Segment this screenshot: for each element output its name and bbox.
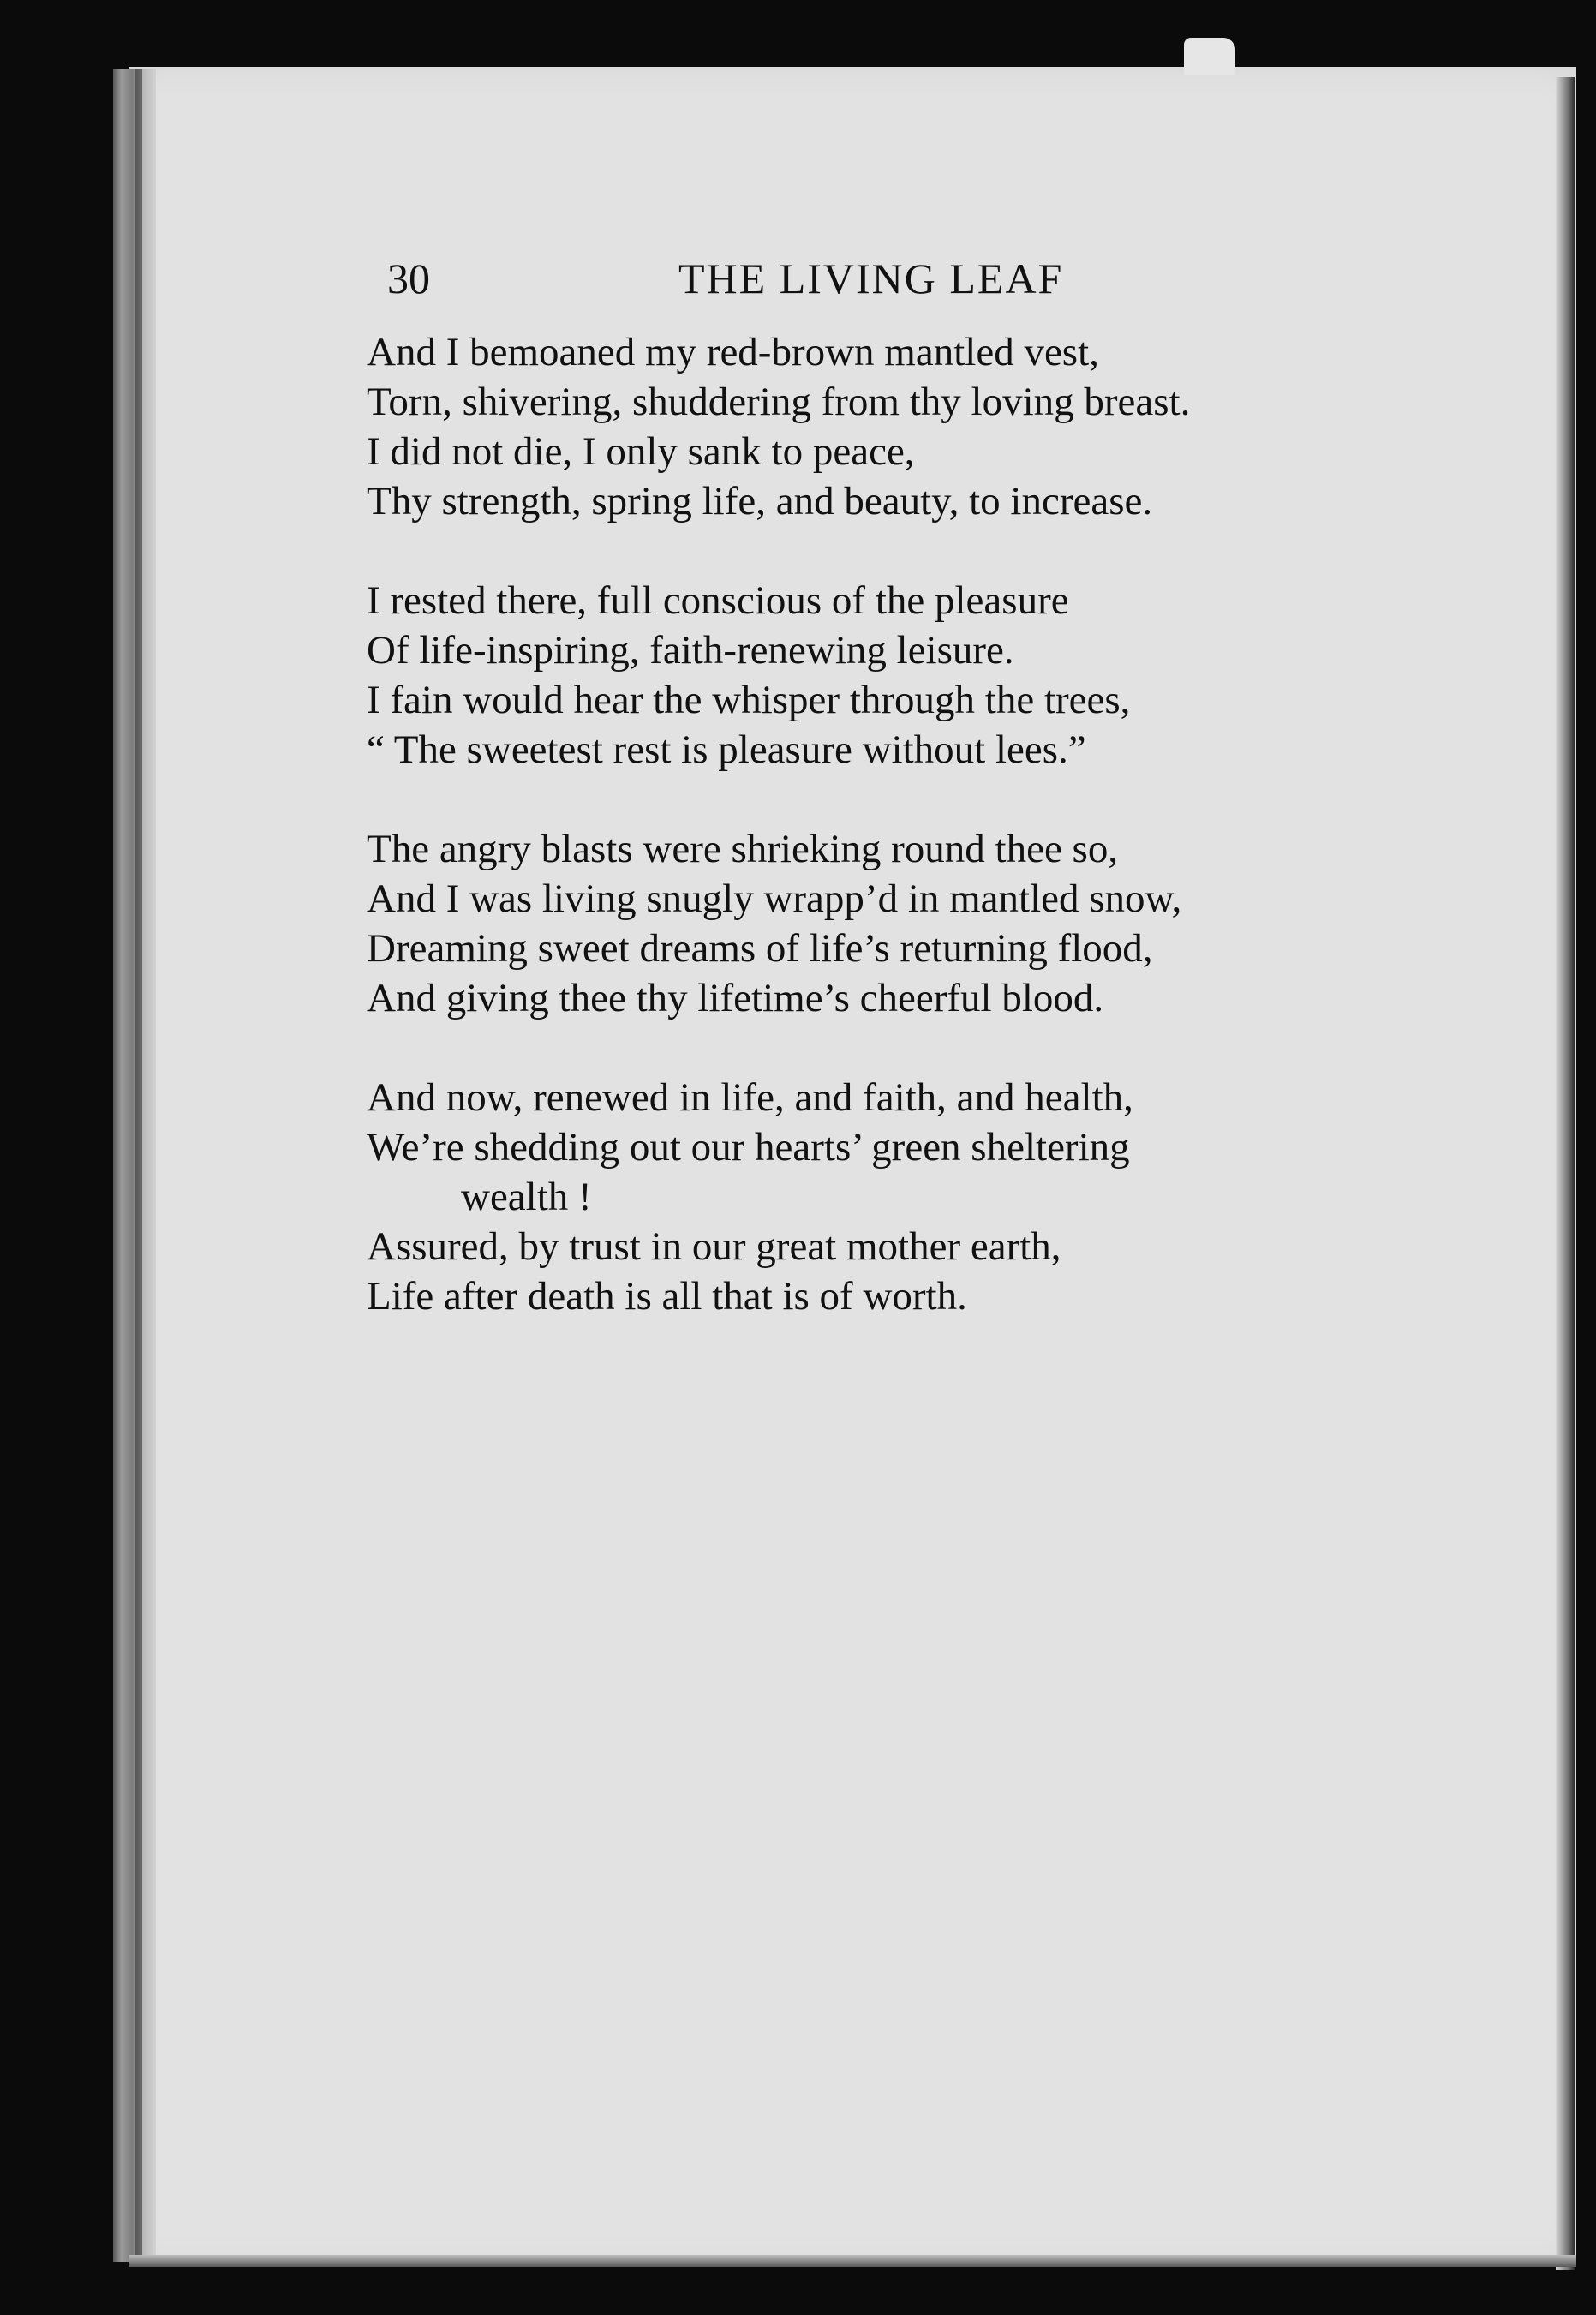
poem-line: The angry blasts were shrieking round thee so,	[367, 827, 1119, 871]
poem-line: And now, renewed in life, and faith, and health,	[367, 1075, 1133, 1120]
poem-line: I fain would hear the whisper through the trees,	[367, 678, 1131, 722]
bottom-page-edge	[129, 2255, 1576, 2267]
poem-line: Torn, shivering, shuddering from thy loving breast.	[367, 380, 1191, 424]
running-title: THE LIVING LEAF	[678, 254, 1064, 302]
poem-line: Assured, by trust in our great mother earth,	[367, 1224, 1061, 1269]
poem-line: Life after death is all that is of worth.	[367, 1274, 967, 1319]
poem-line: Thy strength, spring life, and beauty, to increase.	[367, 479, 1153, 523]
poem-line: And I was living snugly wrapp’d in mantled snow,	[367, 876, 1182, 921]
page-binding-gutter	[113, 69, 156, 2262]
paper-tab	[1184, 38, 1235, 75]
poem-line: I rested there, full conscious of the pleasure	[367, 578, 1069, 623]
poem-line: Dreaming sweet dreams of life’s returning flood,	[367, 926, 1153, 971]
stanza-3	[367, 824, 1429, 1023]
stanza-4	[367, 1073, 1429, 1321]
page-header	[387, 248, 1133, 308]
binding-shadow	[135, 69, 142, 2262]
right-page-edge	[1556, 77, 1575, 2270]
poem-line: Of life-inspiring, faith-renewing leisure.	[367, 628, 1014, 673]
stanza-1	[367, 327, 1429, 526]
page-number: 30	[387, 254, 430, 302]
poem-body	[367, 327, 1429, 1371]
poem-line: And I bemoaned my red-brown mantled vest,	[367, 330, 1099, 374]
poem-line: We’re shedding out our hearts’ green sheltering	[367, 1125, 1130, 1169]
poem-line: “ The sweetest rest is pleasure without lees.”	[367, 727, 1086, 772]
poem-line: I did not die, I only sank to peace,	[367, 429, 915, 474]
poem-line: And giving thee thy lifetime’s cheerful blood.	[367, 976, 1104, 1020]
stanza-2	[367, 576, 1429, 775]
poem-line-continuation: wealth !	[461, 1175, 592, 1219]
